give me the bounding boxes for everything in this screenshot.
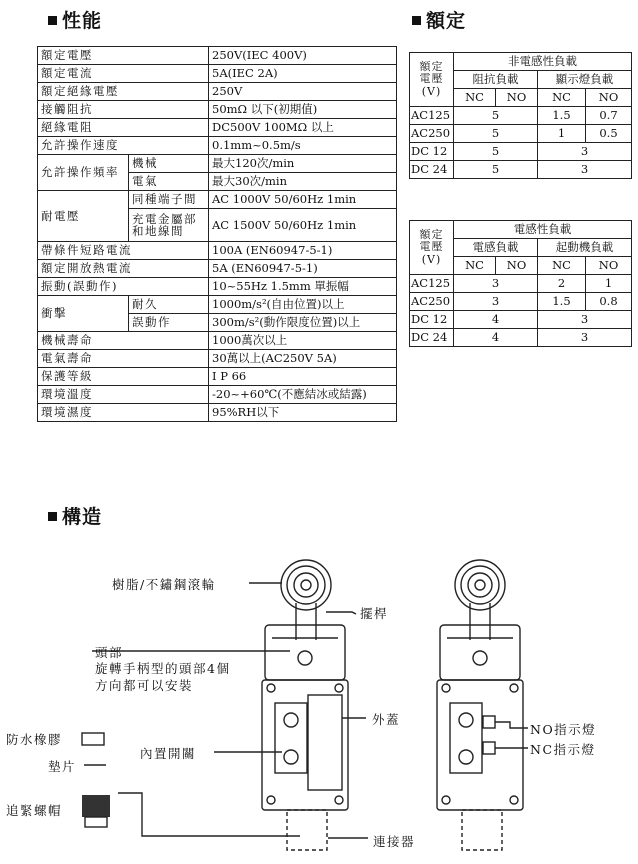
lever-label: 擺桿	[360, 606, 389, 621]
rating-value: 3	[454, 275, 538, 293]
spec-value: 95%RH以下	[209, 404, 397, 422]
voltage-header-line: 電壓	[419, 72, 444, 86]
spec-value: 0.1mm~0.5m/s	[209, 137, 397, 155]
spec-sublabel: 耐久	[129, 296, 209, 314]
load-group-header: 非電感性負載	[454, 53, 632, 71]
spec-label: 接觸阻抗	[38, 101, 209, 119]
head-desc-line2: 方向都可以安裝	[95, 678, 194, 693]
contact-header: NO	[586, 89, 632, 107]
rating-value: 5	[454, 161, 538, 179]
voltage-value: AC250	[410, 125, 454, 143]
spec-label: 額定電流	[38, 65, 209, 83]
no-indicator-label: NO指示燈	[530, 722, 597, 737]
rating-value: 4	[454, 329, 538, 347]
rating-value: 1	[538, 125, 586, 143]
roller-icon	[281, 560, 331, 610]
rating-value: 5	[454, 143, 538, 161]
spec-sublabel-line: 和地線間	[132, 224, 184, 238]
spec-sublabel: 機械	[129, 155, 209, 173]
head-label: 頭部	[95, 645, 124, 660]
spec-sublabel: 電氣	[129, 173, 209, 191]
spec-sublabel: 誤動作	[129, 314, 209, 332]
rating-value: 3	[538, 161, 632, 179]
spec-sublabel: 同種端子間	[129, 191, 209, 209]
spec-value: 最大30次/min	[209, 173, 397, 191]
load-type-header: 起動機負載	[538, 239, 632, 257]
rating-value: 3	[538, 311, 632, 329]
rating-heading-text: 額定	[426, 10, 467, 32]
spec-value: 5A(IEC 2A)	[209, 65, 397, 83]
head-desc-line1: 旋轉手柄型的頭部4個	[95, 661, 231, 676]
spec-label: 衝擊	[38, 296, 129, 332]
spec-label: 額定絕緣電壓	[38, 83, 209, 101]
spec-label: 機械壽命	[38, 332, 209, 350]
rating-value: 3	[538, 329, 632, 347]
spec-label: 允許操作速度	[38, 137, 209, 155]
spec-label: 耐電壓	[38, 191, 129, 242]
contact-header: NC	[538, 89, 586, 107]
spec-value: 250V(IEC 400V)	[209, 47, 397, 65]
spec-sublabel-line: 充電金屬部	[132, 211, 197, 226]
gasket-icon	[82, 733, 104, 745]
spec-label: 環境濕度	[38, 404, 209, 422]
rating-value: 5	[454, 107, 538, 125]
spec-value: 300m/s²(動作限度位置)以上	[209, 314, 397, 332]
nut-icon	[82, 795, 110, 827]
voltage-value: DC 12	[410, 311, 454, 329]
load-type-header: 顯示燈負載	[538, 71, 632, 89]
spec-label: 環境溫度	[38, 386, 209, 404]
spec-value: 最大120次/min	[209, 155, 397, 173]
voltage-value: AC250	[410, 293, 454, 311]
contact-header: NO	[496, 257, 538, 275]
rating-value: 0.7	[586, 107, 632, 125]
gasket-label: 防水橡膠	[6, 732, 63, 747]
rating-value: 3	[538, 143, 632, 161]
spec-label: 帶條件短路電流	[38, 242, 209, 260]
load-type-header: 阻抗負載	[454, 71, 538, 89]
spec-value: 250V	[209, 83, 397, 101]
roller-label: 樹脂/不鏽鋼滾輪	[112, 577, 216, 592]
contact-header: NO	[496, 89, 538, 107]
rating-value: 1.5	[538, 107, 586, 125]
structure-heading-text: 構造	[62, 506, 103, 528]
rating-value: 2	[538, 275, 586, 293]
voltage-value: DC 24	[410, 329, 454, 347]
spec-label: 保護等級	[38, 368, 209, 386]
nc-indicator-lamp-icon	[483, 742, 495, 754]
spec-value: I P 66	[209, 368, 397, 386]
rating-value: 1	[586, 275, 632, 293]
spec-label: 振動(誤動作)	[38, 278, 209, 296]
voltage-header-line: 額定	[419, 60, 444, 74]
voltage-header-line: 電壓	[419, 240, 444, 254]
spec-label: 額定電壓	[38, 47, 209, 65]
spec-value: -20~+60℃(不應結冰或結露)	[209, 386, 397, 404]
performance-heading-text: 性能	[62, 10, 103, 32]
washer-label: 墊片	[48, 759, 77, 774]
voltage-header-line: 額定	[419, 228, 444, 242]
nc-indicator-label: NC指示燈	[530, 742, 596, 757]
spec-value: 10~55Hz 1.5mm 單振幅	[209, 278, 397, 296]
spec-label: 允許操作頻率	[38, 155, 129, 191]
contact-header: NO	[586, 257, 632, 275]
rating-value: 0.5	[586, 125, 632, 143]
no-indicator-lamp-icon	[483, 716, 495, 728]
spec-label: 電氣壽命	[38, 350, 209, 368]
connector-icon	[287, 810, 327, 850]
nut-label: 追緊螺帽	[6, 803, 63, 818]
spec-label: 絕緣電阻	[38, 119, 209, 137]
spec-value: 50mΩ 以下(初期值)	[209, 101, 397, 119]
spec-label: 額定開放熱電流	[38, 260, 209, 278]
rating-value: 0.8	[586, 293, 632, 311]
voltage-value: DC 24	[410, 161, 454, 179]
rating-value: 3	[454, 293, 538, 311]
voltage-header-line: (V)	[421, 84, 442, 98]
spec-value: 30萬以上(AC250V 5A)	[209, 350, 397, 368]
spec-value: AC 1000V 50/60Hz 1min	[209, 191, 397, 209]
rating-value: 1.5	[538, 293, 586, 311]
connector-label: 連接器	[373, 834, 416, 849]
voltage-value: DC 12	[410, 143, 454, 161]
load-group-header: 電感性負載	[454, 221, 632, 239]
load-type-header: 電感負載	[454, 239, 538, 257]
spec-value: AC 1500V 50/60Hz 1min	[209, 209, 397, 242]
voltage-header-line: (V)	[421, 252, 442, 266]
internal-switch-label: 內置開關	[140, 746, 197, 761]
contact-header: NC	[454, 257, 496, 275]
voltage-value: AC125	[410, 275, 454, 293]
voltage-value: AC125	[410, 107, 454, 125]
cover-label: 外蓋	[372, 712, 401, 727]
spec-value: 5A (EN60947-5-1)	[209, 260, 397, 278]
spec-value: 1000m/s²(自由位置)以上	[209, 296, 397, 314]
spec-value: 1000萬次以上	[209, 332, 397, 350]
rating-value: 5	[454, 125, 538, 143]
contact-header: NC	[538, 257, 586, 275]
rating-value: 4	[454, 311, 538, 329]
spec-value: DC500V 100MΩ 以上	[209, 119, 397, 137]
switch-head-icon	[265, 625, 345, 680]
spec-value: 100A (EN60947-5-1)	[209, 242, 397, 260]
contact-header: NC	[454, 89, 496, 107]
